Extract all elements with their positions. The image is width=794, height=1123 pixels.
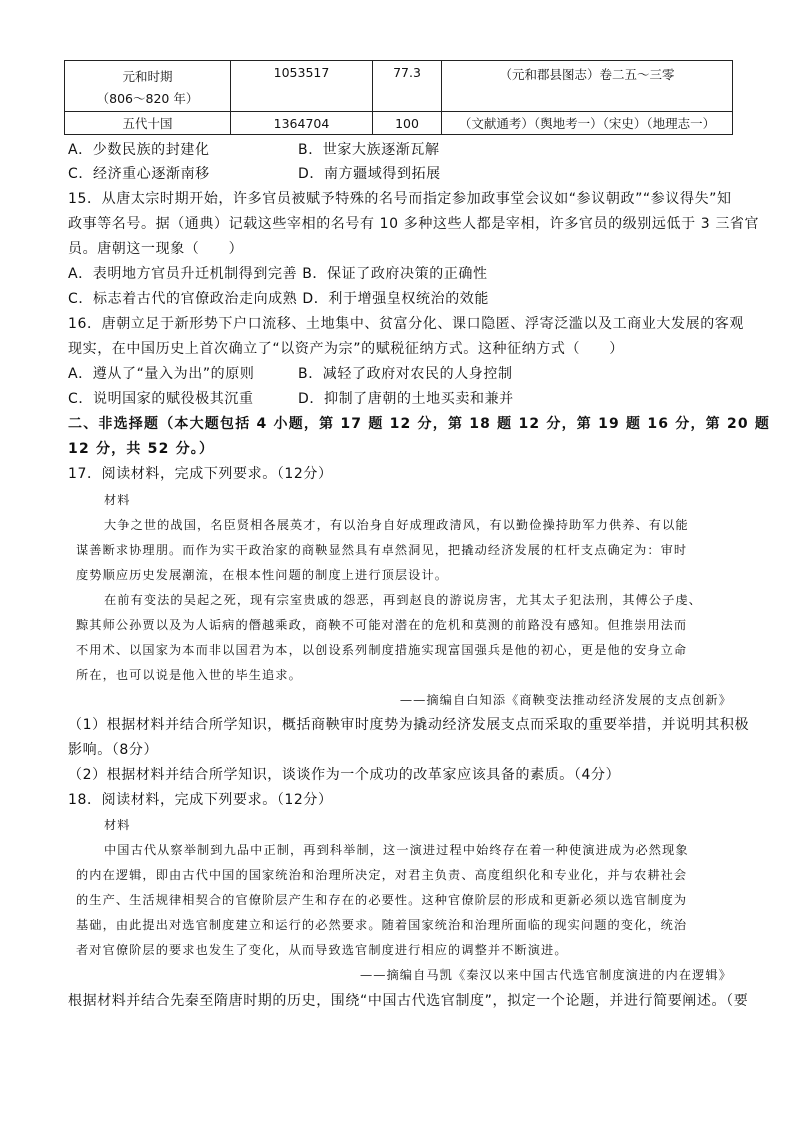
q17-material-line: 度势顺应历史发展潮流，在根本性问题的制度上进行顶层设计。 xyxy=(76,568,449,582)
q18-source: ——摘编自马凯《秦汉以来中国古代选官制度演进的内在逻辑》 xyxy=(359,968,732,982)
q15-option-line: A．表明地方官员升迁机制得到完善 B．保证了政府决策的正确性 xyxy=(68,266,488,282)
q17-material-line: 在前有变法的吴起之死，现有宗室贵戚的怨恶，再到赵良的游说房害，尤其太子犯法刑，其傅公子虔、 xyxy=(104,593,702,607)
q18-title: 18．阅读材料，完成下列要求。（12分） xyxy=(68,792,333,808)
source-text: （元和郡县图志）卷二五～三零 xyxy=(499,67,675,82)
q14-option-b: B．世家大族逐渐瓦解 xyxy=(298,142,440,158)
q16-option-row xyxy=(68,389,514,409)
table-cell-period xyxy=(65,61,231,112)
section-heading: 二、非选择题（本大题包括 4 小题，第 17 题 12 分，第 18 题 12 分，第 19 题 16 分，第 20 题 xyxy=(68,416,771,432)
q16-stem-line: 现实，在中国历史上首次确立了“以资产为宗”的赋税征纳方式。这种征纳方式（ ） xyxy=(68,341,624,357)
q16-option-a: A．遵从了“量入为出”的原则 xyxy=(68,366,255,382)
data-table xyxy=(64,60,733,135)
q18-material-line: 的生产、生活规律相契合的官僚阶层产生和存在的必要性。这种官僚阶层的形成和更新必须以选官制度为 xyxy=(76,893,688,907)
section-heading: 12 分，共 52 分。） xyxy=(68,441,215,457)
q17-material-line: 黥其师公孙贾以及为人诟病的僭越乘政，商鞅不可能对潜在的危机和莫测的前路没有感知。但推崇用法而 xyxy=(76,618,688,632)
table-cell-pct xyxy=(373,61,442,112)
q14-option-row xyxy=(68,164,441,184)
table-row xyxy=(65,61,733,112)
table-cell-source xyxy=(442,61,733,112)
q17-material-line: 谋善断求协理朋。而作为实干政治家的商鞅显然具有卓然洞见，把撬动经济发展的杠杆支点确定为：审时 xyxy=(76,543,688,557)
q17-question-line: （2）根据材料并结合所学知识，谈谈作为一个成功的改革家应该具备的素质。（4分） xyxy=(68,767,621,783)
q17-title: 17．阅读材料，完成下列要求。（12分） xyxy=(68,466,333,482)
table-cell-pct: 100 xyxy=(373,112,442,135)
q15-stem-line: 15．从唐太宗时期开始，许多官员被赋予特殊的名号而指定参加政事堂会议如“参议朝政”“参议得失”知 xyxy=(68,191,732,207)
q16-option-b: B．减轻了政府对农民的人身控制 xyxy=(298,366,513,382)
q17-question-line: 影响。（8分） xyxy=(68,742,159,758)
q17-source: ——摘编自白知添《商鞅变法推动经济发展的支点创新》 xyxy=(399,693,732,707)
q17-material-label: 材料 xyxy=(104,493,131,507)
q14-option-a: A．少数民族的封建化 xyxy=(68,142,210,158)
q16-stem-line: 16．唐朝立足于新形势下户口流移、土地集中、贫富分化、课口隐匿、浮寄泛滥以及工商业大发展的客观 xyxy=(68,316,745,332)
q17-question-line: （1）根据材料并结合所学知识，概括商鞅审时度势为撬动经济发展支点而采取的重要举措，并说明其积极 xyxy=(68,717,750,733)
q17-material-line: 不用术、以国家为本而非以国君为本，以创设系列制度措施实现富国强兵是他的初心，更是他的安身立命 xyxy=(76,643,688,657)
q14-option-d: D．南方疆域得到拓展 xyxy=(298,166,441,182)
table-cell-source: （文献通考）（舆地考一）（宋史）（地理志一） xyxy=(442,112,733,135)
table-cell-value: 1364704 xyxy=(231,112,373,135)
period-text: 元和时期 xyxy=(122,69,173,84)
q18-material-line: 者对官僚阶层的要求也发生了变化，从而导致选官制度进行相应的调整并不断演进。 xyxy=(76,943,568,957)
q15-stem-line: 政事等名号。据（通典）记载这些宰相的名号有 10 多种这些人都是宰相，许多官员的级别远低于 3 三省官 xyxy=(68,216,760,232)
q16-option-d: D．抑制了唐朝的土地买卖和兼并 xyxy=(298,391,514,407)
pct-text: 77.3 xyxy=(393,65,421,80)
q18-material-label: 材料 xyxy=(104,818,131,832)
q16-option-row xyxy=(68,364,513,384)
table-row xyxy=(65,112,733,135)
value-text: 1053517 xyxy=(273,65,330,80)
period-sub-text: （806～820 年） xyxy=(96,91,199,106)
q18-material-line: 中国古代从察举制到九品中正制，再到科举制，这一演进过程中始终存在着一种使演进成为必然现象 xyxy=(104,843,689,857)
q16-option-c: C．说明国家的赋役极其沉重 xyxy=(68,391,254,407)
q15-stem-line: 员。唐朝这一现象（ ） xyxy=(68,241,244,257)
q18-material-line: 的内在逻辑，即由古代中国的国家统治和治理所决定，对君主负责、高度组织化和专业化，并与农耕社会 xyxy=(76,868,688,882)
q15-option-line: C．标志着古代的官僚政治走向成熟 D．利于增强皇权统治的效能 xyxy=(68,291,490,307)
q18-question-line: 根据材料并结合先秦至隋唐时期的历史，围绕“中国古代选官制度”，拟定一个论题，并进行简要阐述。（要 xyxy=(68,993,749,1009)
q17-material-line: 大争之世的战国，名臣贤相各展英才，有以治身自好成理政清风，有以勤俭操持助军力供养、有以能 xyxy=(104,518,689,532)
q17-material-line: 所在，也可以说是他入世的毕生追求。 xyxy=(76,668,302,682)
q18-material-line: 基础，由此提出对选官制度建立和运行的必然要求。随着国家统治和治理所面临的现实问题的变化，统治 xyxy=(76,918,688,932)
table-cell-period: 五代十国 xyxy=(65,112,231,135)
q14-option-row xyxy=(68,140,440,160)
table-cell-value xyxy=(231,61,373,112)
q14-option-c: C．经济重心逐渐南移 xyxy=(68,166,210,182)
